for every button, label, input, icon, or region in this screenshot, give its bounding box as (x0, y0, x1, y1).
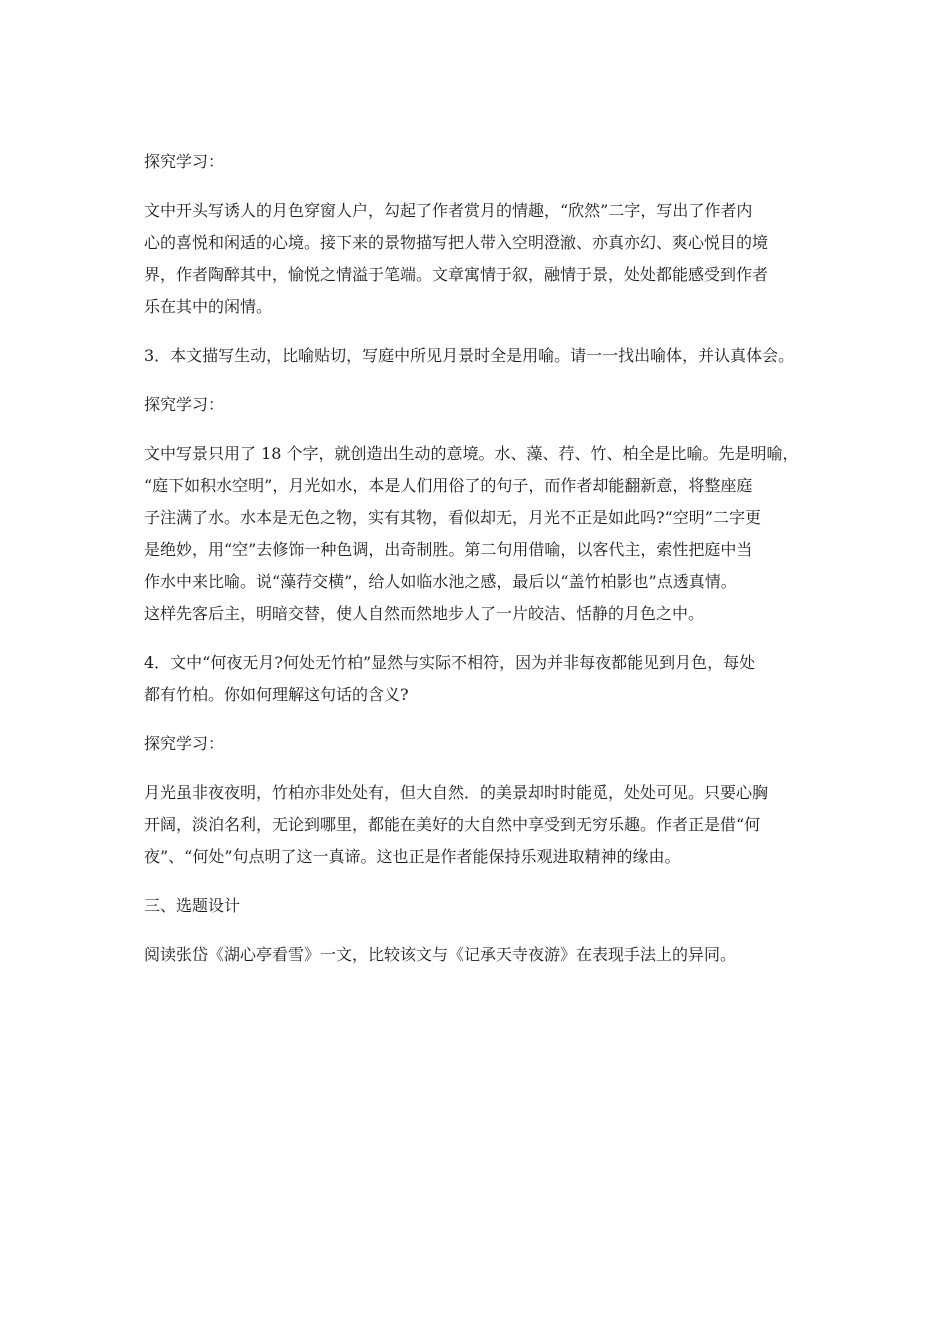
text-line: 三、选题设计 (144, 896, 241, 915)
text-line: 探究学习： (144, 152, 225, 171)
paragraph-answer-4 (144, 777, 824, 873)
text-line: 心的喜悦和闲适的心境。接下来的景物描写把人带入空明澄澈、亦真亦幻、爽心悦目的境 (144, 233, 769, 252)
question-4 (144, 647, 824, 711)
text-line: 阅读张岱《湖心亭看雪》一文，比较该文与《记承天寺夜游》在表现手法上的异同。 (144, 945, 737, 964)
text-line: 探究学习： (144, 395, 225, 414)
text-line: 作水中来比喻。说“藻荇交横”，给人如临水池之感，最后以“盖竹柏影也”点透真情。 (144, 572, 737, 591)
text-line: 4．文中“何夜无月?何处无竹柏”显然与实际不相符，因为并非每夜都能见到月色，每处 (144, 653, 756, 672)
question-3 (144, 340, 824, 372)
document-body (144, 146, 824, 971)
text-line: 是绝妙，用“空”去修饰一种色调，出奇制胜。第二句用借喻，以客代主，索性把庭中当 (144, 540, 753, 559)
heading-inquiry-3 (144, 728, 824, 760)
text-line: 夜”、“何处”句点明了这一真谛。这也正是作者能保持乐观进取精神的缘由。 (144, 847, 681, 866)
text-line: 探究学习： (144, 734, 225, 753)
paragraph-answer-2 (144, 195, 824, 323)
text-line: 文中开头写诱人的月色穿窗人户，勾起了作者赏月的情趣，“欣然”二字，写出了作者内 (144, 201, 753, 220)
text-line: 开阔，淡泊名利，无论到哪里，都能在美好的大自然中享受到无穷乐趣。作者正是借“何 (144, 815, 761, 834)
text-line: 月光虽非夜夜明，竹柏亦非处处有，但大自然．的美景却时时能觅，处处可见。只要心胸 (144, 783, 769, 802)
text-line: 这样先客后主，明暗交替，使人自然而然地步人了一片皎洁、恬静的月色之中。 (144, 604, 705, 623)
heading-inquiry-1 (144, 146, 824, 178)
text-line: 子注满了水。水本是无色之物，实有其物，看似却无，月光不正是如此吗?“空明”二字更 (144, 508, 761, 527)
text-line: 乐在其中的闲情。 (144, 297, 273, 316)
text-line: “庭下如积水空明”，月光如水，本是人们用俗了的句子，而作者却能翻新意，将整座庭 (144, 476, 753, 495)
paragraph-answer-3 (144, 438, 824, 630)
text-line: 都有竹柏。你如何理解这句话的含义? (144, 685, 409, 704)
section-heading-topic-design (144, 890, 824, 922)
heading-inquiry-2 (144, 389, 824, 421)
text-line: 文中写景只用了 18 个字，就创造出生动的意境。水、藻、荇、竹、柏全是比喻。先是明喻， (144, 444, 799, 463)
text-line: 3．本文描写生动，比喻贴切，写庭中所见月景时全是用喻。请一一找出喻体，并认真体会。 (144, 346, 795, 365)
text-line: 界，作者陶醉其中，愉悦之情溢于笔端。文章寓情于叙，融情于景，处处都能感受到作者 (144, 265, 769, 284)
reading-task (144, 939, 824, 971)
